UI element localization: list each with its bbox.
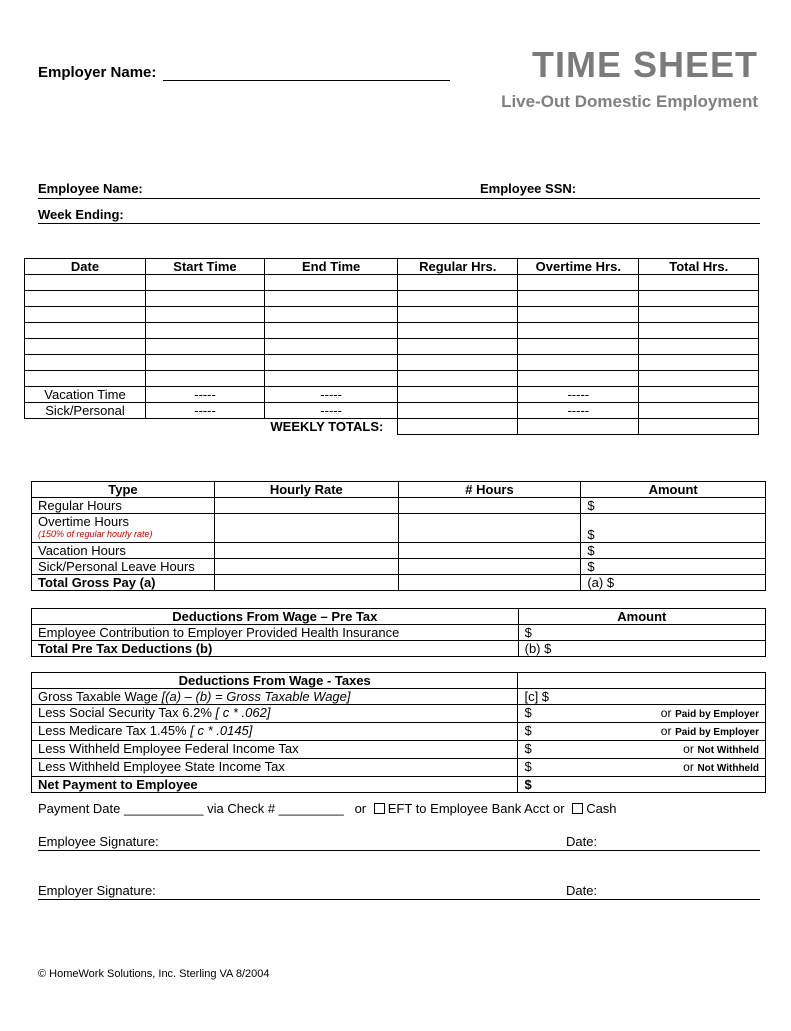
dash-placeholder: ----- [518, 403, 639, 419]
or-text: or [683, 742, 694, 756]
pay-header-row [32, 482, 766, 498]
or-text: or [354, 801, 367, 816]
pay-amount[interactable]: $ [581, 498, 766, 514]
table-row[interactable] [25, 307, 759, 323]
tax-label-cell [32, 723, 518, 741]
weekly-total-overtime[interactable] [518, 419, 639, 435]
tax-formula: [ c * .0145] [190, 723, 253, 738]
employer-signature-label: Employer Signature: [38, 883, 156, 898]
table-row[interactable] [25, 371, 759, 387]
tax-amount: $ [524, 705, 532, 720]
employee-ssn-label: Employee SSN: [480, 181, 577, 196]
table-row[interactable] [32, 689, 766, 705]
tax-label-cell [32, 705, 518, 723]
pretax-label: Total Pre Tax Deductions (b) [32, 641, 519, 657]
tax-formula: [ c * .062] [215, 705, 271, 720]
pay-table [31, 481, 766, 591]
col-date-header: Date [25, 259, 146, 275]
col-regular-hrs-header: Regular Hrs. [398, 259, 518, 275]
col-overtime-hrs-header: Overtime Hrs. [518, 259, 639, 275]
pay-type: Vacation Hours [32, 543, 215, 559]
employer-name-label: Employer Name: [38, 64, 157, 81]
dash-placeholder: ----- [146, 387, 265, 403]
pretax-header-row [32, 609, 766, 625]
tax-label-cell [32, 689, 518, 705]
pretax-amount[interactable]: $ [518, 625, 765, 641]
col-hours-header: # Hours [398, 482, 581, 498]
col-total-hrs-header: Total Hrs. [639, 259, 759, 275]
col-end-time-header: End Time [264, 259, 397, 275]
pay-amount[interactable]: $ [581, 559, 766, 575]
table-row[interactable] [32, 705, 766, 723]
tax-label: Net Payment to Employee [32, 777, 518, 793]
tax-note: Not Withheld [697, 745, 759, 756]
table-row[interactable] [32, 625, 766, 641]
tax-note: Paid by Employer [675, 727, 759, 738]
tax-amount: $ [524, 759, 532, 774]
col-amount-header: Amount [581, 482, 766, 498]
pretax-amount[interactable]: (b) $ [518, 641, 765, 657]
pay-amount[interactable]: $ [581, 514, 766, 543]
pretax-amount-header: Amount [518, 609, 765, 625]
pay-amount[interactable]: (a) $ [581, 575, 766, 591]
employee-date-label: Date: [566, 834, 598, 849]
pretax-header: Deductions From Wage – Pre Tax [32, 609, 519, 625]
table-row[interactable] [32, 514, 766, 543]
table-row[interactable] [32, 723, 766, 741]
pay-type: Overtime Hours [38, 514, 130, 529]
pay-type-overtime [32, 514, 215, 543]
tax-amount-cell[interactable] [518, 759, 766, 777]
or-text: or [660, 724, 672, 738]
tax-label: Less Social Security Tax 6.2% [38, 705, 216, 720]
employee-name-line[interactable] [38, 198, 760, 199]
table-row[interactable] [32, 498, 766, 514]
or-text: or [660, 706, 672, 720]
table-row[interactable] [32, 559, 766, 575]
dash-placeholder: ----- [264, 387, 397, 403]
footer-copyright: © HomeWork Solutions, Inc. Sterling VA 8/2004 [38, 968, 270, 980]
tax-amount[interactable]: $ [518, 777, 766, 793]
payment-date-text[interactable]: Payment Date ___________ via Check # _________ [38, 801, 344, 816]
pretax-label: Employee Contribution to Employer Provided Health Insurance [32, 625, 519, 641]
week-ending-label: Week Ending: [38, 207, 124, 222]
vacation-time-label: Vacation Time [25, 387, 146, 403]
vacation-time-row[interactable] [25, 387, 759, 403]
eft-label: EFT to Employee Bank Acct or [387, 801, 565, 816]
week-ending-line[interactable] [38, 223, 760, 224]
tax-label: Less Withheld Employee State Income Tax [32, 759, 518, 777]
page-title: TIME SHEET [531, 44, 758, 85]
pay-type: Sick/Personal Leave Hours [32, 559, 215, 575]
table-row[interactable] [32, 641, 766, 657]
page-subtitle: Live-Out Domestic Employment [501, 92, 758, 111]
tax-note: Not Withheld [697, 763, 759, 774]
weekly-totals-row [25, 419, 759, 435]
pretax-table [31, 608, 766, 657]
tax-amount: $ [524, 741, 532, 756]
table-row[interactable] [32, 777, 766, 793]
weekly-total-regular[interactable] [398, 419, 518, 435]
or-text: or [683, 760, 694, 774]
employer-date-label: Date: [566, 883, 598, 898]
dash-placeholder: ----- [518, 387, 639, 403]
cash-label: Cash [586, 801, 617, 816]
timesheet-header-row [25, 259, 759, 275]
employer-name-line[interactable] [163, 80, 450, 81]
pay-type: Regular Hours [32, 498, 215, 514]
sick-personal-label: Sick/Personal [25, 403, 146, 419]
table-row[interactable] [25, 275, 759, 291]
tax-amount-cell[interactable] [518, 705, 766, 723]
weekly-totals-label: WEEKLY TOTALS: [270, 419, 384, 434]
overtime-note: (150% of regular hourly rate) [38, 529, 153, 539]
table-row[interactable] [32, 741, 766, 759]
cash-checkbox[interactable] [572, 803, 583, 814]
table-row[interactable] [25, 339, 759, 355]
employee-name-label: Employee Name: [38, 181, 143, 196]
taxes-header-row [32, 673, 766, 689]
table-row[interactable] [32, 543, 766, 559]
payment-line [38, 801, 617, 816]
col-start-time-header: Start Time [146, 259, 265, 275]
dash-placeholder: ----- [146, 403, 265, 419]
table-row[interactable] [25, 323, 759, 339]
pay-amount[interactable]: $ [581, 543, 766, 559]
tax-amount-cell[interactable] [518, 741, 766, 759]
taxes-table [31, 672, 766, 793]
eft-checkbox[interactable] [374, 803, 385, 814]
dash-placeholder: ----- [264, 403, 397, 419]
pay-type: Total Gross Pay (a) [32, 575, 215, 591]
tax-formula: [(a) – (b) = Gross Taxable Wage] [161, 689, 351, 704]
table-row[interactable] [32, 575, 766, 591]
tax-label: Less Withheld Employee Federal Income Tax [32, 741, 518, 759]
weekly-total-total[interactable] [639, 419, 759, 435]
table-row[interactable] [25, 291, 759, 307]
tax-amount[interactable]: [c] $ [518, 689, 766, 705]
employee-signature-line[interactable] [38, 850, 760, 851]
tax-label: Less Medicare Tax 1.45% [38, 723, 191, 738]
sick-personal-row[interactable] [25, 403, 759, 419]
col-type-header: Type [32, 482, 215, 498]
tax-note: Paid by Employer [675, 709, 759, 720]
employee-signature-label: Employee Signature: [38, 834, 159, 849]
tax-amount: $ [524, 723, 532, 738]
tax-amount-cell[interactable] [518, 723, 766, 741]
tax-label: Gross Taxable Wage [38, 689, 162, 704]
table-row[interactable] [25, 355, 759, 371]
taxes-header: Deductions From Wage - Taxes [32, 673, 518, 689]
employer-signature-line[interactable] [38, 899, 760, 900]
col-hourly-rate-header: Hourly Rate [214, 482, 398, 498]
table-row[interactable] [32, 759, 766, 777]
timesheet-table [24, 258, 759, 435]
